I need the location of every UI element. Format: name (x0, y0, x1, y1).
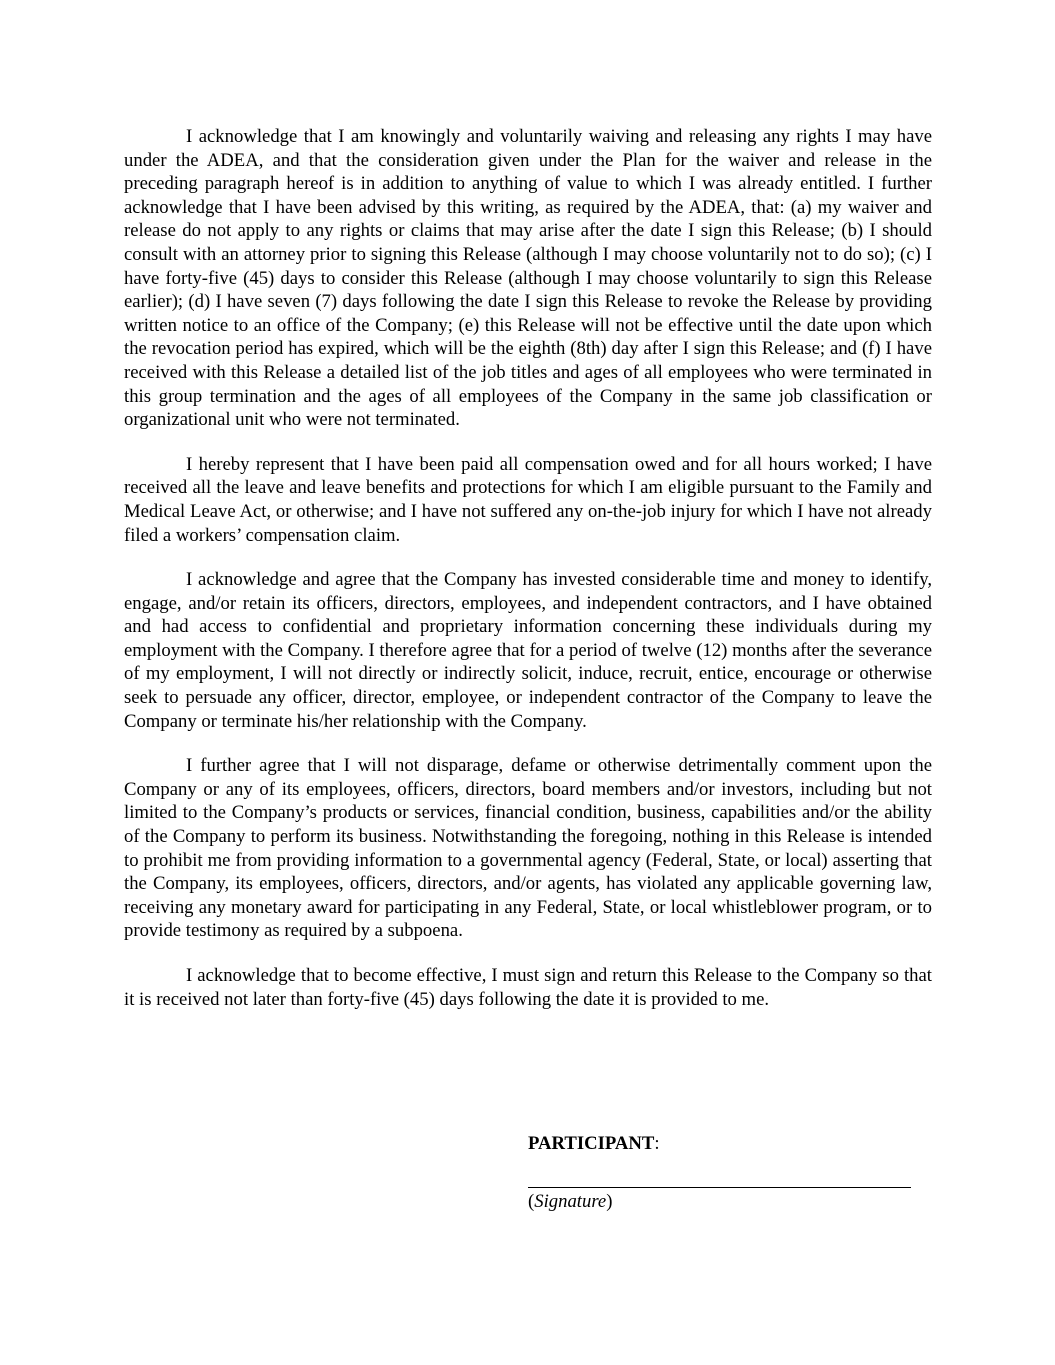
compensation-representation-paragraph: I hereby represent that I have been paid all compensation owed and for all hours worked; I have received all the leave and leave benefits and protections for which I am eligible pursuant to the Family and Medical Leave Act, or otherwise; and I have not suffered any on-the-job injury for which I have not already filed a workers’ compensation claim. (124, 453, 932, 546)
signature-block (528, 1132, 918, 1213)
release-body (124, 125, 932, 1032)
signature-line (528, 1187, 911, 1188)
participant-label: PARTICIPANT (528, 1133, 655, 1154)
participant-colon: : (654, 1133, 660, 1154)
non-disparagement-paragraph: I further agree that I will not disparage, defame or otherwise detrimentally comment upon the Company or any of its employees, officers, directors, board members and/or investors, including but not limited to the Company’s products or services, financial condition, business, capabilities and/or the ability of the Company to perform its business. Notwithstanding the foregoing, nothing in this Release is intended to prohibit me from providing information to a governmental agency (Federal, State, or local) asserting that the Company, its employees, officers, directors, and/or agents, has violated any applicable governing law, receiving any monetary award for participating in any Federal, State, or local whistleblower program, or to provide testimony as required by a subpoena. (124, 755, 932, 942)
signature-caption (528, 1190, 918, 1214)
participant-heading (528, 1132, 918, 1156)
caption-open-paren: ( (528, 1190, 535, 1212)
non-solicitation-paragraph: I acknowledge and agree that the Company has invested considerable time and money to identify, engage, and/or retain its officers, directors, employees, and independent contractors, and I have obtained and had access to confidential and proprietary information concerning these individuals during my employment with the Company. I therefore agree that for a period of twelve (12) months after the severance of my employment, I will not directly or indirectly solicit, induce, recruit, entice, encourage or otherwise seek to persuade any officer, director, employee, or independent contractor of the Company to leave the Company or terminate his/her relationship with the Company. (124, 569, 932, 732)
adea-waiver-paragraph: I acknowledge that I am knowingly and voluntarily waiving and releasing any rights I may have under the ADEA, and that the consideration given under the Plan for the waiver and release in the preceding paragraph hereof is in addition to anything of value to which I was already entitled. I further acknowledge that I have been advised by this writing, as required by the ADEA, that: (a) my waiver and release do not apply to any rights or claims that may arise after the date I sign this Release; (b) I should consult with an attorney prior to signing this Release (although I may choose voluntarily not to do so); (c) I have forty-five (45) days to consider this Release (although I may choose voluntarily to sign this Release earlier); (d) I have seven (7) days following the date I sign this Release to revoke the Release by providing written notice to an office of the Company; (e) this Release will not be effective until the date upon which the revocation period has expired, which will be the eighth (8th) day after I sign this Release; and (f) I have received with this Release a detailed list of the job titles and ages of all employees who were terminated in this group termination and the ages of all employees of the Company in the same job classification or organizational unit who were not terminated. (124, 126, 932, 431)
signature-caption-text: Signature (534, 1190, 607, 1212)
effectiveness-paragraph: I acknowledge that to become effective, I must sign and return this Release to the Company so that it is received not later than forty-five (45) days following the date it is provided to me. (124, 965, 932, 1010)
caption-close-paren: ) (606, 1190, 613, 1212)
